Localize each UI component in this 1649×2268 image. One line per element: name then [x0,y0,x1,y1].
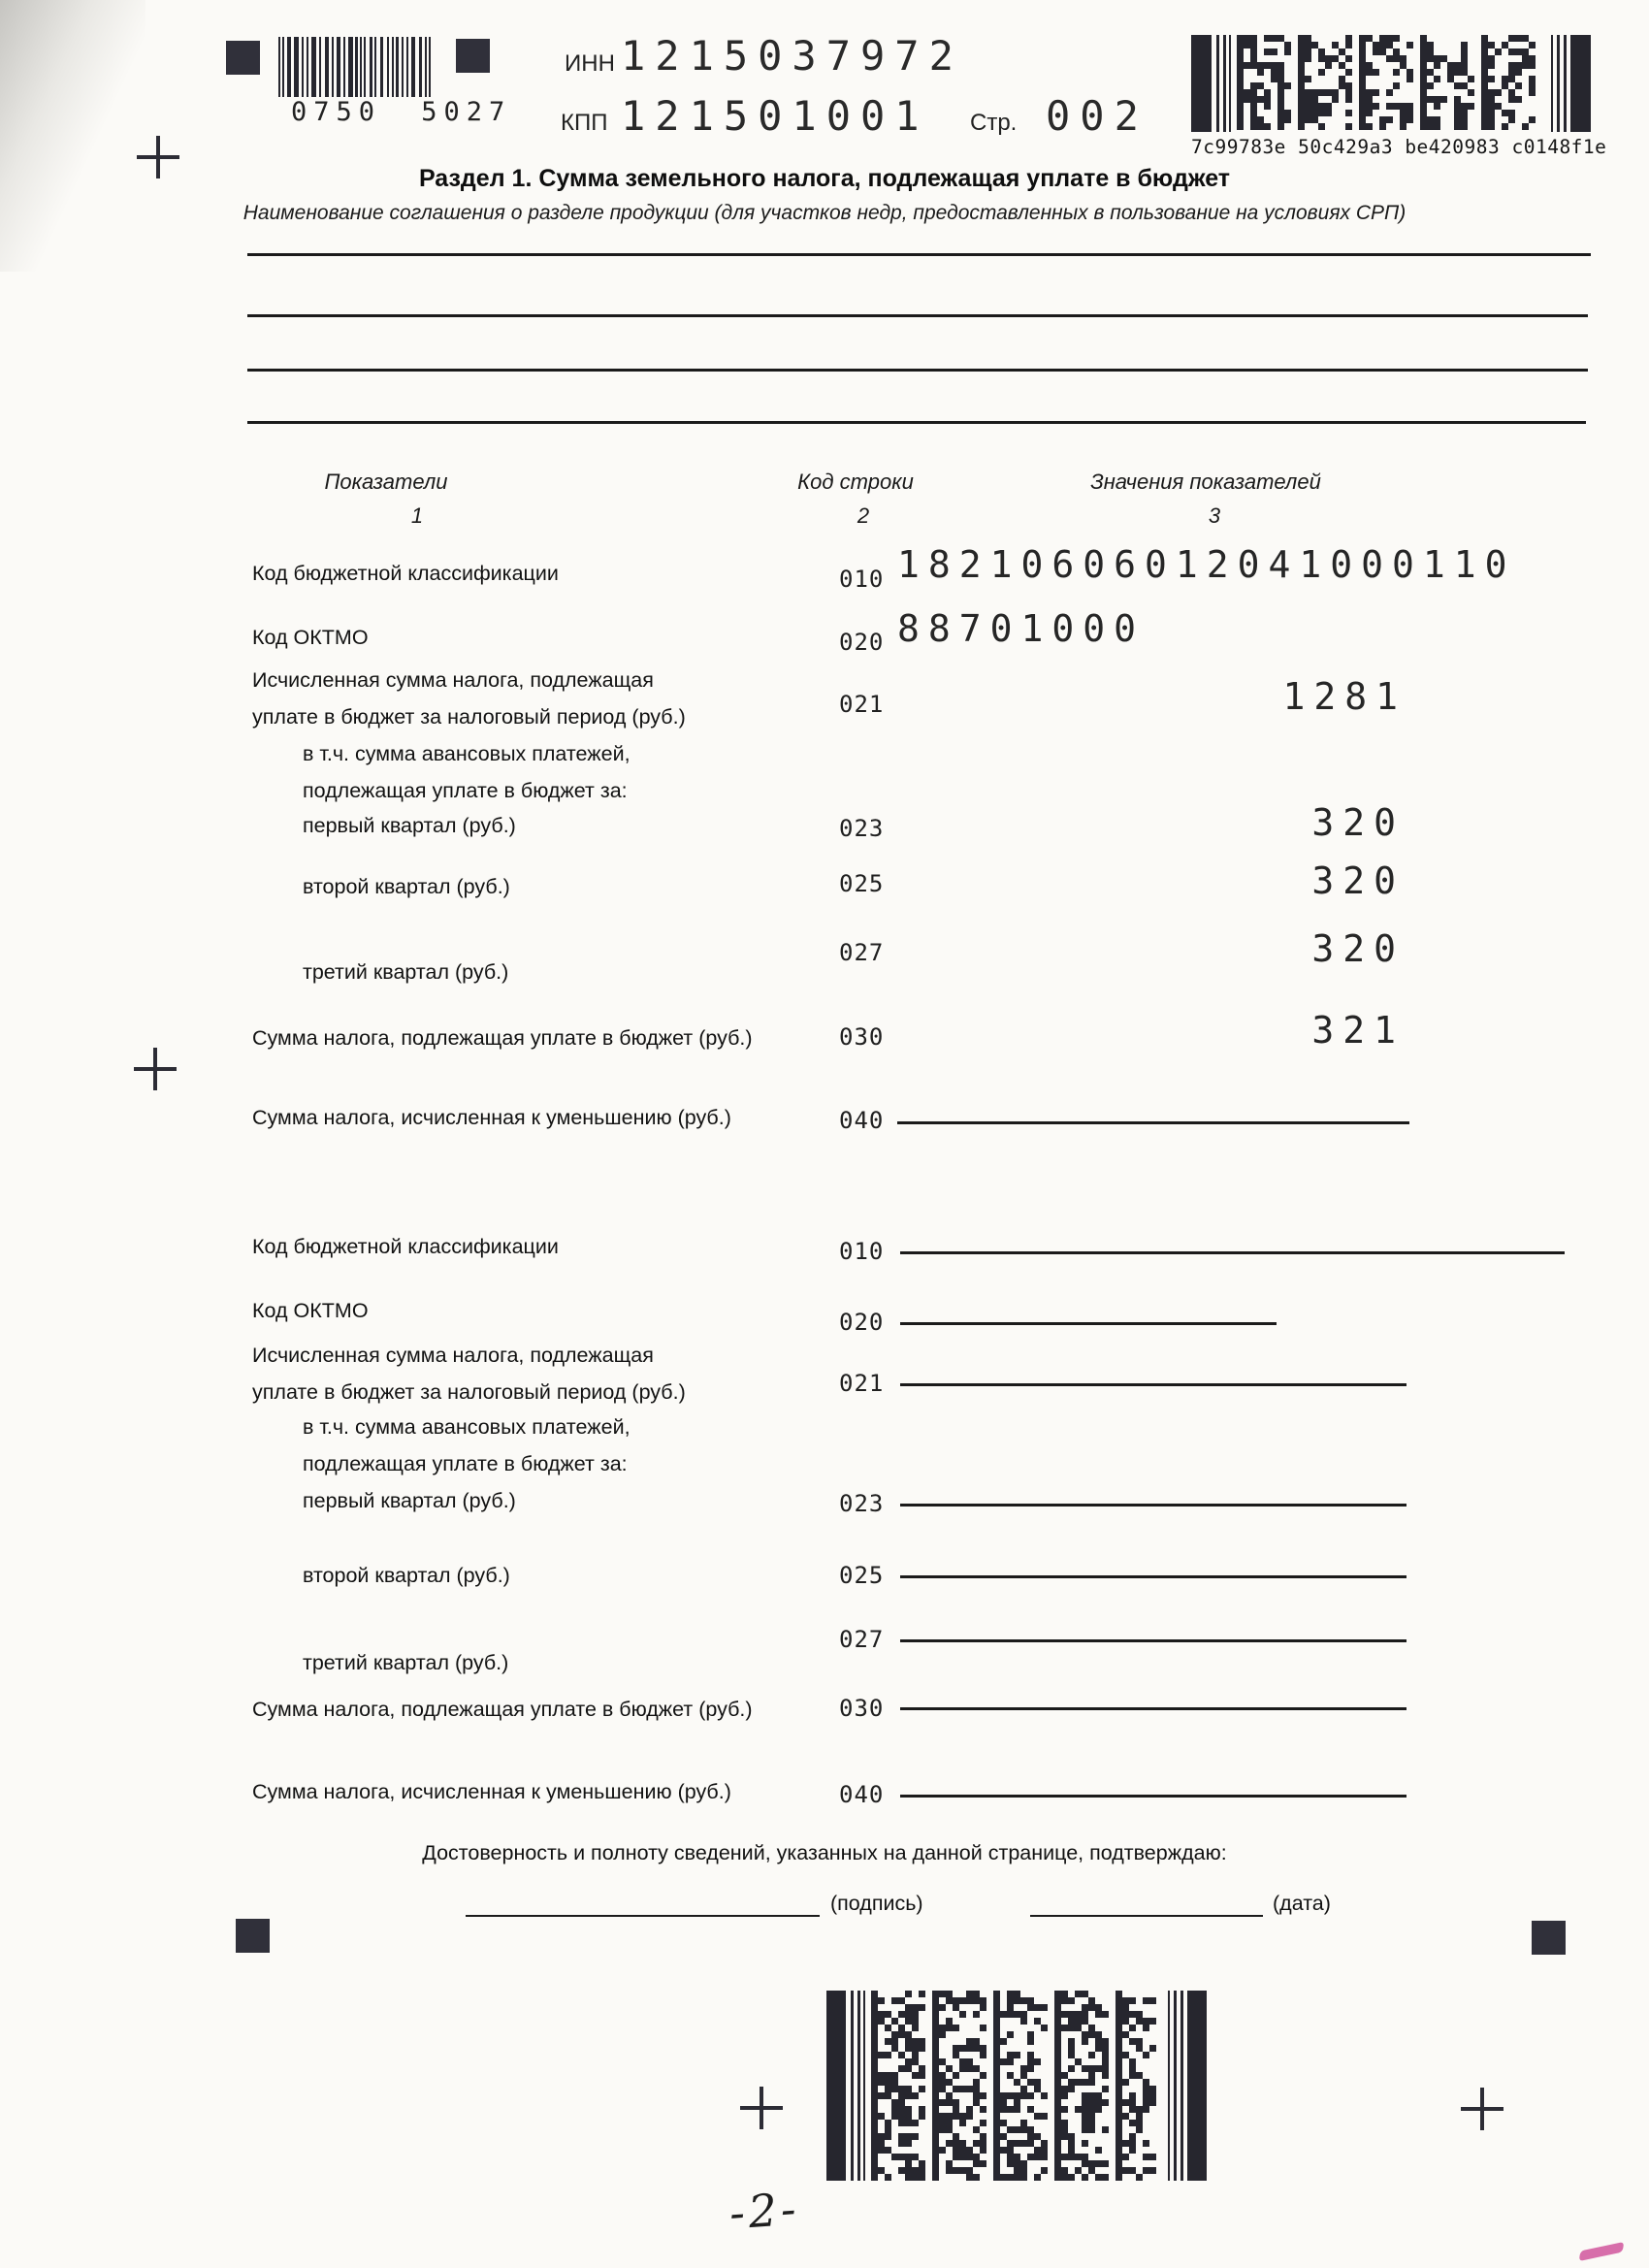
registration-square-top-left [226,41,260,75]
row-value: 88701000 [897,607,1146,650]
row-code: 040 [839,1781,885,1808]
barcode-hex-string: 7c99783e 50c429a3 be420983 c0148f1e [1191,136,1607,158]
page-number-label: Стр. [970,110,1018,136]
inn-label: ИНН [565,50,615,77]
row-label: первый квартал (руб.) [303,1489,516,1512]
registration-plus-bottom-center [740,2087,783,2129]
row-value-line [900,1575,1406,1578]
col-header-values: Значения показателей [1090,470,1321,494]
row-code: 030 [839,1695,885,1722]
col-header-indicators-num: 1 [410,503,424,528]
registration-square-bottom-right [1532,1921,1566,1955]
row-value-line [900,1639,1406,1642]
section-title: Раздел 1. Сумма земельного налога, подлежащая уплате в бюджет [418,165,1231,192]
row-code: 025 [839,870,885,897]
row-code: 040 [839,1107,885,1134]
row-value-line [900,1383,1406,1386]
row-subheader: в т.ч. сумма авансовых платежей, подлежащая уплате в бюджет за: [303,1415,630,1475]
row-label: Сумма налога, подлежащая уплате в бюджет (руб.) [252,1698,753,1721]
row-code: 021 [839,1370,885,1397]
inn-value: 1215037972 [621,32,963,80]
col-header-indicators: Показатели [324,470,448,494]
row-label: Код ОКТМО [252,626,369,649]
row-label: первый квартал (руб.) [303,814,516,837]
agreement-line-3 [247,369,1588,372]
row-code: 030 [839,1023,885,1051]
row-value: 320 [1311,927,1405,970]
row-code: 010 [839,566,885,593]
row-code: 010 [839,1238,885,1265]
kpp-value: 121501001 [621,92,929,140]
row-subheader: в т.ч. сумма авансовых платежей, подлежащая уплате в бюджет за: [303,742,630,802]
agreement-caption: Наименование соглашения о разделе продукции (для участков недр, предоставленных в пользование на условиях СРП) [242,202,1406,224]
agreement-line-4 [247,421,1586,424]
row-code: 021 [839,691,885,718]
registration-square-top-inner [456,39,490,73]
row-value-line [900,1707,1406,1710]
row-label: третий квартал (руб.) [303,1651,509,1674]
kpp-label: КПП [561,110,608,136]
registration-plus-bottom-right [1461,2088,1504,2130]
row-code: 027 [839,939,885,966]
row-value-line [900,1251,1565,1254]
row-label: второй квартал (руб.) [303,875,510,898]
top-right-2d-barcode [1191,35,1591,132]
handwritten-page-number: -2- [728,2182,802,2240]
row-code: 020 [839,1309,885,1336]
row-value: 1281 [1282,675,1406,718]
form-barcode-digits: 0750 5027 [291,97,512,127]
row-value: 320 [1311,859,1405,902]
row-value-line [900,1322,1277,1325]
bottom-2d-barcode [826,1991,1207,2181]
row-label: Исчисленная сумма налога, подлежащая уплате в бюджет за налоговый период (руб.) [252,1344,686,1404]
row-code: 025 [839,1562,885,1589]
page-number-value: 002 [1046,92,1148,140]
row-label: второй квартал (руб.) [303,1564,510,1587]
row-label: Сумма налога, исчисленная к уменьшению (руб.) [252,1780,731,1803]
col-header-values-num: 3 [1208,503,1221,528]
row-label: Сумма налога, подлежащая уплате в бюджет (руб.) [252,1026,753,1050]
row-code: 020 [839,629,885,656]
signature-line [466,1915,820,1917]
row-label: Код ОКТМО [252,1299,369,1322]
row-value-line [900,1504,1406,1507]
agreement-line-2 [247,314,1588,317]
row-value-line [897,1121,1409,1124]
signature-label: (подпись) [830,1892,923,1915]
row-code: 023 [839,1490,885,1517]
scan-corner-shadow [0,0,146,272]
date-label: (дата) [1273,1892,1331,1915]
row-value: 321 [1311,1009,1405,1052]
row-label: Исчисленная сумма налога, подлежащая уплате в бюджет за налоговый период (руб.) [252,668,686,729]
pink-ink-mark [1579,2242,1624,2261]
confirmation-text: Достоверность и полноту сведений, указанных на данной странице, подтверждаю: [422,1841,1227,1864]
registration-square-bottom-left [236,1919,270,1953]
row-label: Код бюджетной классификации [252,1235,559,1258]
row-value: 320 [1311,801,1405,844]
col-header-line-code-num: 2 [857,503,870,528]
agreement-line-1 [247,253,1591,256]
col-header-line-code: Код строки [797,470,914,494]
row-code: 023 [839,815,885,842]
form-linear-barcode [278,37,434,97]
row-value: 18210606012041000110 [897,543,1516,586]
row-label: Сумма налога, исчисленная к уменьшению (руб.) [252,1106,731,1129]
row-code: 027 [839,1626,885,1653]
date-line [1030,1915,1263,1917]
row-label: Код бюджетной классификации [252,562,559,585]
registration-plus-left-middle [134,1048,177,1090]
row-value-line [900,1795,1406,1798]
row-label: третий квартал (руб.) [303,960,509,984]
